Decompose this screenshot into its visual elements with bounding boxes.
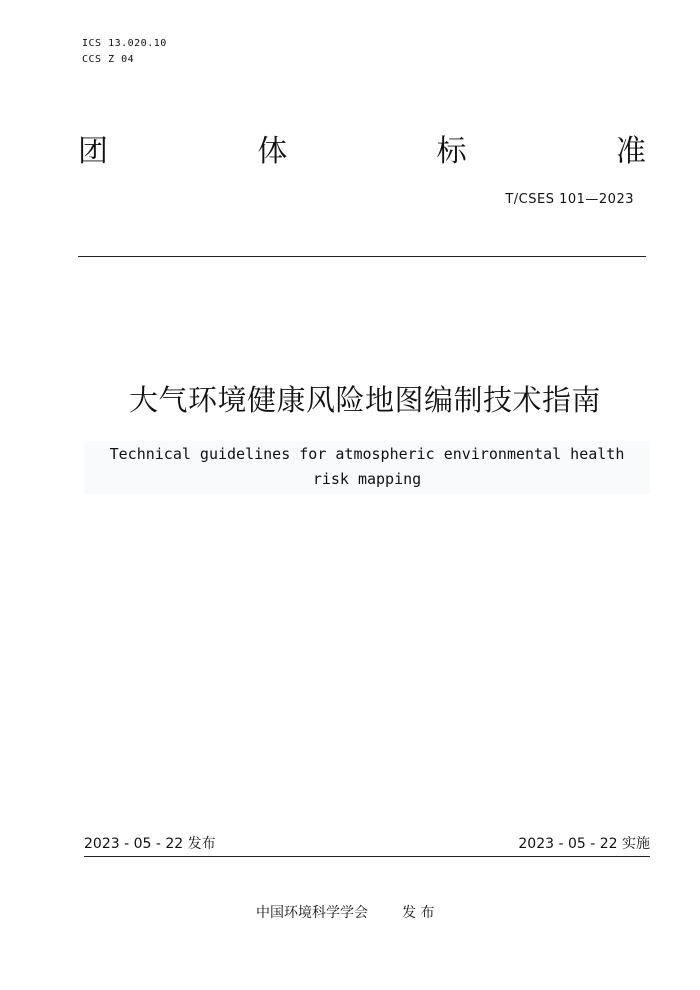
header-divider (78, 256, 646, 257)
standard-number: T/CSES 101—2023 (505, 192, 634, 207)
implementation-date: 2023 - 05 - 22 实施 (518, 836, 650, 852)
footer-divider (84, 856, 650, 857)
standard-type-char: 体 (257, 134, 288, 169)
publisher-name: 中国环境科学学会 (256, 905, 368, 921)
standard-type-char: 团 (78, 134, 108, 169)
title-en-line-2: risk mapping (312, 470, 422, 488)
standard-type-char: 准 (615, 134, 646, 169)
issue-date: 2023 - 05 - 22 发布 (84, 836, 216, 852)
publisher-line (256, 903, 434, 923)
document-title-en (84, 441, 650, 494)
document-title-cn: 大气环境健康风险地图编制技术指南 (128, 383, 601, 417)
ccs-code: CCS Z 04 (82, 54, 135, 65)
publisher-action: 发 布 (402, 905, 435, 921)
date-row (84, 834, 650, 854)
standard-type-heading (78, 132, 646, 172)
standard-type-char: 标 (436, 134, 467, 169)
classification-codes (82, 36, 167, 68)
title-en-line-1: Technical guidelines for atmospheric environmental health (109, 445, 625, 463)
ics-code: ICS 13.020.10 (82, 38, 167, 49)
